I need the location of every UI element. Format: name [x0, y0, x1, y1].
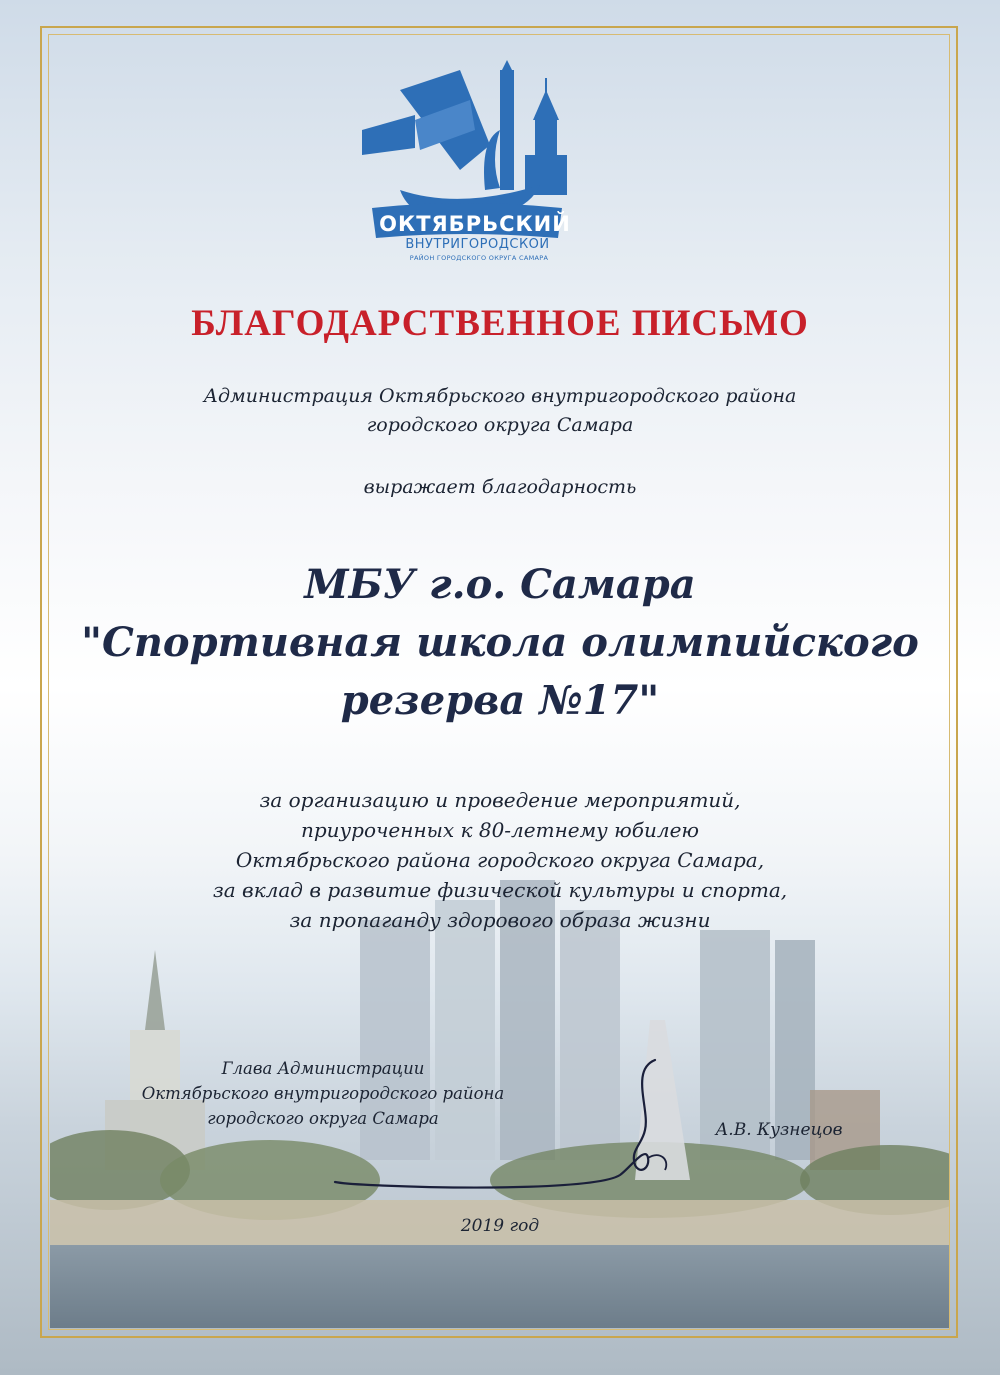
reason-line-4: за вклад в развитие физической культуры и спорта,: [212, 878, 788, 902]
reason-line-3: Октябрьского района городского округа Самара,: [235, 848, 765, 872]
reason-line-2: приуроченных к 80-летнему юбилею: [300, 818, 700, 842]
logo-subtitle-small: РАЙОН ГОРОДСКОГО ОКРУГА САМАРА: [409, 254, 549, 262]
expresses-gratitude: выражает благодарность: [363, 476, 637, 498]
position-line-3: городского округа Самара: [207, 1109, 439, 1128]
position-line-1: Глава Администрации: [221, 1059, 425, 1078]
signatory-name: А.В. Кузнецов: [715, 1120, 843, 1140]
reason-line-1: за организацию и проведение мероприятий,: [259, 788, 741, 812]
position-line-2: Октябрьского внутригородского района: [141, 1084, 505, 1103]
handwritten-signature: [330, 1050, 710, 1200]
logo-district-name: ОКТЯБРЬСКИЙ: [379, 212, 571, 236]
admin-line-1: Администрация Октябрьского внутригородского района: [203, 385, 797, 407]
recipient-line-1: МБУ г.о. Самара: [304, 561, 696, 608]
recipient-name: [50, 556, 950, 730]
recipient-line-3: резерва №17": [340, 677, 660, 724]
reason-line-5: за пропаганду здорового образа жизни: [289, 908, 711, 932]
admin-line-2: городского округа Самара: [366, 414, 634, 436]
recipient-line-2: "Спортивная школа олимпийского: [81, 619, 919, 666]
letter-year: 2019 год: [460, 1216, 540, 1236]
reason-text: [50, 785, 950, 935]
administration-name: [50, 382, 950, 440]
logo-subtitle: ВНУТРИГОРОДСКОЙ: [405, 237, 550, 252]
letter-title: БЛАГОДАРСТВЕННОЕ ПИСЬМО: [191, 303, 809, 344]
